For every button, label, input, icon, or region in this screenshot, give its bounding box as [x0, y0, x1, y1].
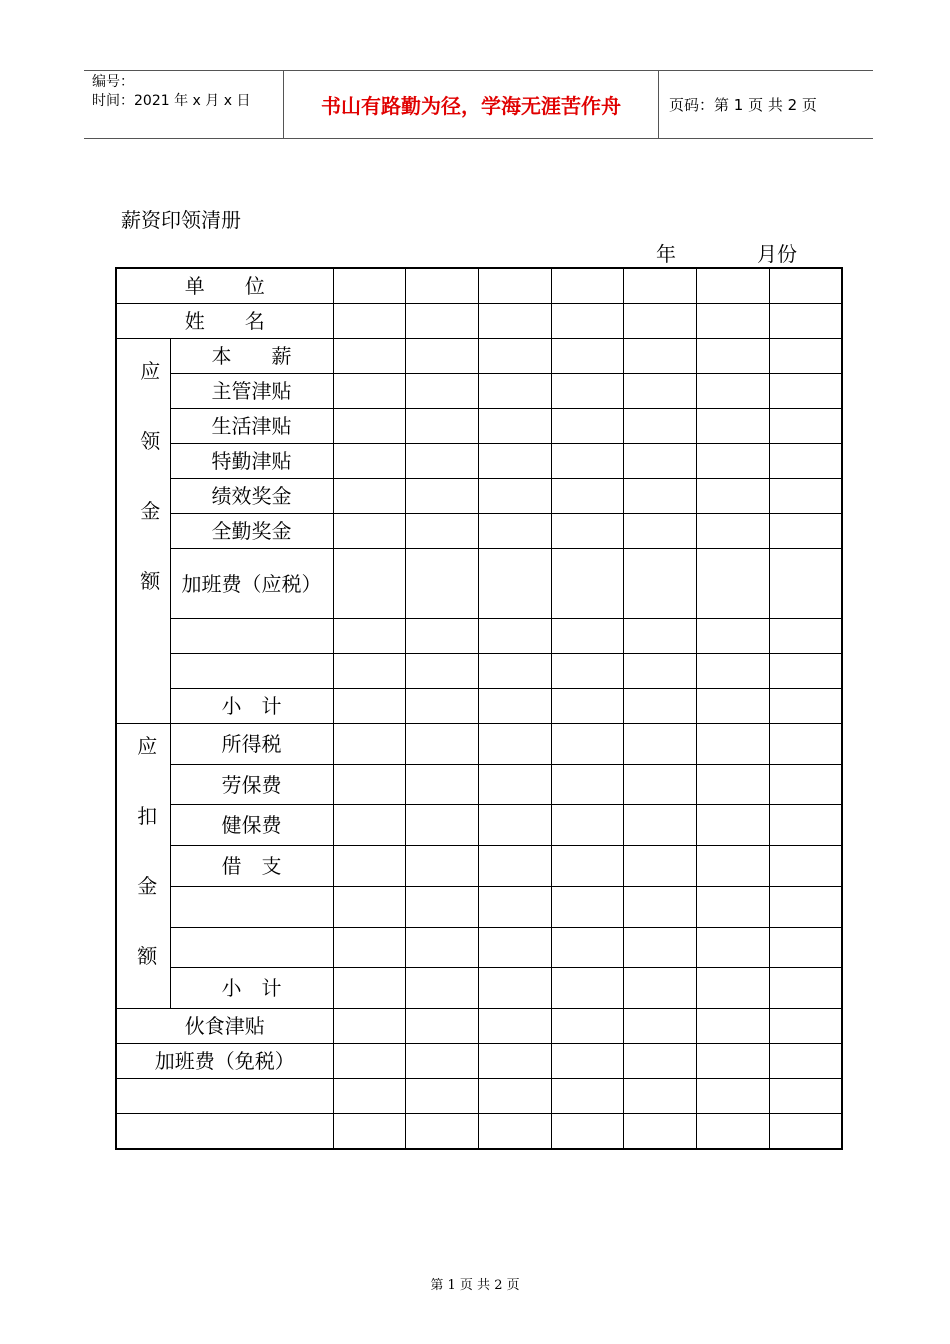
data-cell[interactable] — [478, 339, 551, 374]
data-cell[interactable] — [624, 927, 697, 968]
data-cell[interactable] — [624, 764, 697, 805]
row-label-payable-item: 生活津贴 — [170, 409, 333, 444]
data-cell[interactable] — [769, 374, 842, 409]
data-cell[interactable] — [333, 304, 406, 339]
data-cell[interactable] — [697, 805, 770, 846]
data-cell[interactable] — [333, 764, 406, 805]
table-row — [116, 339, 842, 374]
page-header — [84, 70, 873, 139]
data-cell[interactable] — [478, 514, 551, 549]
data-cell[interactable] — [769, 1114, 842, 1150]
payroll-table — [115, 267, 843, 1150]
data-cell[interactable] — [624, 514, 697, 549]
data-cell[interactable] — [624, 886, 697, 927]
row-label-deduct-subtotal: 小 计 — [170, 968, 333, 1009]
row-label-deduct-item: 借 支 — [170, 846, 333, 887]
data-cell[interactable] — [624, 1079, 697, 1114]
data-cell[interactable] — [624, 479, 697, 514]
data-cell[interactable] — [769, 549, 842, 619]
data-cell[interactable] — [551, 409, 624, 444]
data-cell[interactable] — [769, 689, 842, 724]
number-label: 编号： — [92, 74, 134, 90]
data-cell[interactable] — [769, 846, 842, 887]
data-cell[interactable] — [478, 1009, 551, 1044]
data-cell[interactable] — [551, 805, 624, 846]
row-label-deduct-item: 劳保费 — [170, 764, 333, 805]
data-cell[interactable] — [624, 1009, 697, 1044]
data-cell[interactable] — [624, 304, 697, 339]
data-cell[interactable] — [624, 339, 697, 374]
data-cell[interactable] — [551, 304, 624, 339]
group-char: 额 — [140, 569, 161, 593]
data-cell[interactable] — [697, 304, 770, 339]
period-year-label: 年 — [656, 242, 676, 266]
data-cell[interactable] — [406, 654, 479, 689]
group-char: 应 — [140, 359, 161, 383]
data-cell[interactable] — [551, 1079, 624, 1114]
data-cell[interactable] — [551, 968, 624, 1009]
data-cell[interactable] — [697, 654, 770, 689]
data-cell[interactable] — [406, 927, 479, 968]
data-cell[interactable] — [697, 374, 770, 409]
data-cell[interactable] — [624, 1044, 697, 1079]
data-cell[interactable] — [551, 1114, 624, 1150]
data-cell[interactable] — [769, 1044, 842, 1079]
data-cell[interactable] — [333, 479, 406, 514]
data-cell[interactable] — [551, 764, 624, 805]
row-label-payable-item: 主管津贴 — [170, 374, 333, 409]
data-cell[interactable] — [624, 1114, 697, 1150]
data-cell[interactable] — [478, 846, 551, 887]
data-cell[interactable] — [478, 927, 551, 968]
row-label-blank — [170, 654, 333, 689]
data-cell[interactable] — [333, 724, 406, 765]
data-cell[interactable] — [406, 444, 479, 479]
data-cell[interactable] — [697, 968, 770, 1009]
row-label-blank — [116, 1079, 333, 1114]
data-cell[interactable] — [624, 549, 697, 619]
data-cell[interactable] — [624, 968, 697, 1009]
group-label-deduct — [116, 724, 170, 1009]
data-cell[interactable] — [478, 724, 551, 765]
data-cell[interactable] — [333, 549, 406, 619]
data-cell[interactable] — [333, 1079, 406, 1114]
data-cell[interactable] — [333, 805, 406, 846]
data-cell[interactable] — [624, 444, 697, 479]
data-cell[interactable] — [769, 1009, 842, 1044]
table-row — [116, 1044, 842, 1079]
data-cell[interactable] — [769, 968, 842, 1009]
data-cell[interactable] — [769, 619, 842, 654]
data-cell[interactable] — [333, 968, 406, 1009]
table-row — [116, 724, 842, 765]
table-row — [116, 549, 842, 619]
data-cell[interactable] — [697, 1114, 770, 1150]
row-label-payable-item: 全勤奖金 — [170, 514, 333, 549]
data-cell[interactable] — [333, 268, 406, 304]
data-cell[interactable] — [624, 654, 697, 689]
data-cell[interactable] — [333, 1044, 406, 1079]
row-label-deduct-item: 所得税 — [170, 724, 333, 765]
data-cell[interactable] — [406, 1079, 479, 1114]
data-cell[interactable] — [406, 886, 479, 927]
data-cell[interactable] — [406, 619, 479, 654]
row-label-blank — [116, 1114, 333, 1150]
data-cell[interactable] — [697, 764, 770, 805]
data-cell[interactable] — [478, 968, 551, 1009]
data-cell[interactable] — [551, 886, 624, 927]
data-cell[interactable] — [769, 304, 842, 339]
table-row — [116, 764, 842, 805]
data-cell[interactable] — [478, 1079, 551, 1114]
data-cell[interactable] — [406, 304, 479, 339]
data-cell[interactable] — [478, 1114, 551, 1150]
header-meta — [84, 71, 284, 138]
data-cell[interactable] — [769, 409, 842, 444]
table-row — [116, 927, 842, 968]
data-cell[interactable] — [551, 927, 624, 968]
data-cell[interactable] — [697, 846, 770, 887]
data-cell[interactable] — [406, 764, 479, 805]
data-cell[interactable] — [697, 444, 770, 479]
data-cell[interactable] — [697, 1044, 770, 1079]
data-cell[interactable] — [697, 479, 770, 514]
row-label-payable-item: 绩效奖金 — [170, 479, 333, 514]
data-cell[interactable] — [406, 339, 479, 374]
table-row — [116, 304, 842, 339]
data-cell[interactable] — [551, 619, 624, 654]
data-cell[interactable] — [697, 268, 770, 304]
data-cell[interactable] — [478, 374, 551, 409]
row-label-payable-item: 特勤津贴 — [170, 444, 333, 479]
data-cell[interactable] — [624, 689, 697, 724]
data-cell[interactable] — [697, 886, 770, 927]
table-row — [116, 409, 842, 444]
data-cell[interactable] — [697, 689, 770, 724]
data-cell[interactable] — [697, 339, 770, 374]
data-cell[interactable] — [769, 724, 842, 765]
table-row — [116, 479, 842, 514]
data-cell[interactable] — [624, 846, 697, 887]
data-cell[interactable] — [478, 409, 551, 444]
header-motto: 书山有路勤为径，学海无涯苦作舟 — [284, 71, 659, 138]
data-cell[interactable] — [478, 549, 551, 619]
table-row — [116, 268, 842, 304]
group-char: 应 — [137, 734, 158, 758]
data-cell[interactable] — [333, 514, 406, 549]
data-cell[interactable] — [697, 1009, 770, 1044]
data-cell[interactable] — [333, 886, 406, 927]
page-footer: 第 1 页 共 2 页 — [430, 1278, 520, 1293]
row-label-payable-subtotal: 小 计 — [170, 689, 333, 724]
data-cell[interactable] — [551, 724, 624, 765]
data-cell[interactable] — [333, 689, 406, 724]
data-cell[interactable] — [551, 549, 624, 619]
data-cell[interactable] — [697, 409, 770, 444]
data-cell[interactable] — [769, 1079, 842, 1114]
data-cell[interactable] — [697, 1079, 770, 1114]
data-cell[interactable] — [478, 304, 551, 339]
data-cell[interactable] — [478, 689, 551, 724]
data-cell[interactable] — [551, 374, 624, 409]
data-cell[interactable] — [406, 1114, 479, 1150]
data-cell[interactable] — [551, 1009, 624, 1044]
table-row — [116, 1009, 842, 1044]
data-cell[interactable] — [406, 514, 479, 549]
data-cell[interactable] — [551, 514, 624, 549]
table-row — [116, 444, 842, 479]
table-row — [116, 619, 842, 654]
data-cell[interactable] — [624, 409, 697, 444]
data-cell[interactable] — [769, 805, 842, 846]
data-cell[interactable] — [406, 846, 479, 887]
data-cell[interactable] — [769, 514, 842, 549]
group-label-payable — [116, 339, 170, 724]
table-row — [116, 846, 842, 887]
data-cell[interactable] — [697, 549, 770, 619]
table-row — [116, 1079, 842, 1114]
data-cell[interactable] — [333, 846, 406, 887]
data-cell[interactable] — [406, 968, 479, 1009]
data-cell[interactable] — [333, 927, 406, 968]
row-label-unit: 单 位 — [116, 268, 333, 304]
data-cell[interactable] — [769, 479, 842, 514]
row-label-blank — [170, 927, 333, 968]
data-cell[interactable] — [769, 339, 842, 374]
row-label-blank — [170, 619, 333, 654]
data-cell[interactable] — [769, 927, 842, 968]
group-char: 领 — [140, 429, 161, 453]
data-cell[interactable] — [478, 268, 551, 304]
data-cell[interactable] — [769, 268, 842, 304]
data-cell[interactable] — [478, 1044, 551, 1079]
data-cell[interactable] — [406, 1009, 479, 1044]
table-row — [116, 374, 842, 409]
data-cell[interactable] — [551, 689, 624, 724]
data-cell[interactable] — [551, 339, 624, 374]
row-label-overtime-taxfree: 加班费（免税） — [116, 1044, 333, 1079]
data-cell[interactable] — [478, 619, 551, 654]
data-cell[interactable] — [333, 374, 406, 409]
data-cell[interactable] — [406, 549, 479, 619]
table-row — [116, 886, 842, 927]
data-cell[interactable] — [478, 654, 551, 689]
data-cell[interactable] — [551, 846, 624, 887]
data-cell[interactable] — [478, 479, 551, 514]
table-row — [116, 805, 842, 846]
row-label-deduct-item: 健保费 — [170, 805, 333, 846]
data-cell[interactable] — [769, 886, 842, 927]
data-cell[interactable] — [406, 724, 479, 765]
data-cell[interactable] — [478, 805, 551, 846]
data-cell[interactable] — [406, 479, 479, 514]
data-cell[interactable] — [333, 1009, 406, 1044]
group-char: 金 — [137, 874, 158, 898]
period-month-label: 月份 — [757, 242, 797, 266]
data-cell[interactable] — [697, 724, 770, 765]
data-cell[interactable] — [333, 444, 406, 479]
data-cell[interactable] — [624, 805, 697, 846]
data-cell[interactable] — [551, 268, 624, 304]
data-cell[interactable] — [333, 409, 406, 444]
row-label-blank — [170, 886, 333, 927]
data-cell[interactable] — [551, 444, 624, 479]
data-cell[interactable] — [478, 886, 551, 927]
data-cell[interactable] — [406, 1044, 479, 1079]
data-cell[interactable] — [333, 619, 406, 654]
group-char: 金 — [140, 499, 161, 523]
page-indicator: 页码：第 1 页 共 2 页 — [669, 96, 817, 114]
data-cell[interactable] — [406, 374, 479, 409]
table-row — [116, 654, 842, 689]
row-label-name: 姓 名 — [116, 304, 333, 339]
row-label-payable-item: 加班费（应税） — [170, 549, 333, 619]
data-cell[interactable] — [478, 764, 551, 805]
data-cell[interactable] — [333, 654, 406, 689]
data-cell[interactable] — [624, 724, 697, 765]
data-cell[interactable] — [551, 479, 624, 514]
data-cell[interactable] — [624, 374, 697, 409]
data-cell[interactable] — [406, 805, 479, 846]
data-cell[interactable] — [624, 619, 697, 654]
row-label-meal-allowance: 伙食津贴 — [116, 1009, 333, 1044]
data-cell[interactable] — [769, 444, 842, 479]
group-char: 扣 — [137, 804, 158, 828]
data-cell[interactable] — [333, 1114, 406, 1150]
time-label: 时间：2021 年 x 月 x 日 — [92, 93, 251, 109]
data-cell[interactable] — [551, 654, 624, 689]
data-cell[interactable] — [697, 619, 770, 654]
document-title: 薪资印领清册 — [121, 208, 241, 232]
table-row — [116, 514, 842, 549]
data-cell[interactable] — [333, 339, 406, 374]
data-cell[interactable] — [769, 764, 842, 805]
data-cell[interactable] — [769, 654, 842, 689]
data-cell[interactable] — [406, 689, 479, 724]
data-cell[interactable] — [406, 409, 479, 444]
group-char: 额 — [137, 944, 158, 968]
row-label-payable-item: 本 薪 — [170, 339, 333, 374]
data-cell[interactable] — [478, 444, 551, 479]
data-cell[interactable] — [624, 268, 697, 304]
table-row — [116, 968, 842, 1009]
table-row — [116, 689, 842, 724]
table-row — [116, 1114, 842, 1150]
data-cell[interactable] — [551, 1044, 624, 1079]
data-cell[interactable] — [406, 268, 479, 304]
data-cell[interactable] — [697, 927, 770, 968]
data-cell[interactable] — [697, 514, 770, 549]
